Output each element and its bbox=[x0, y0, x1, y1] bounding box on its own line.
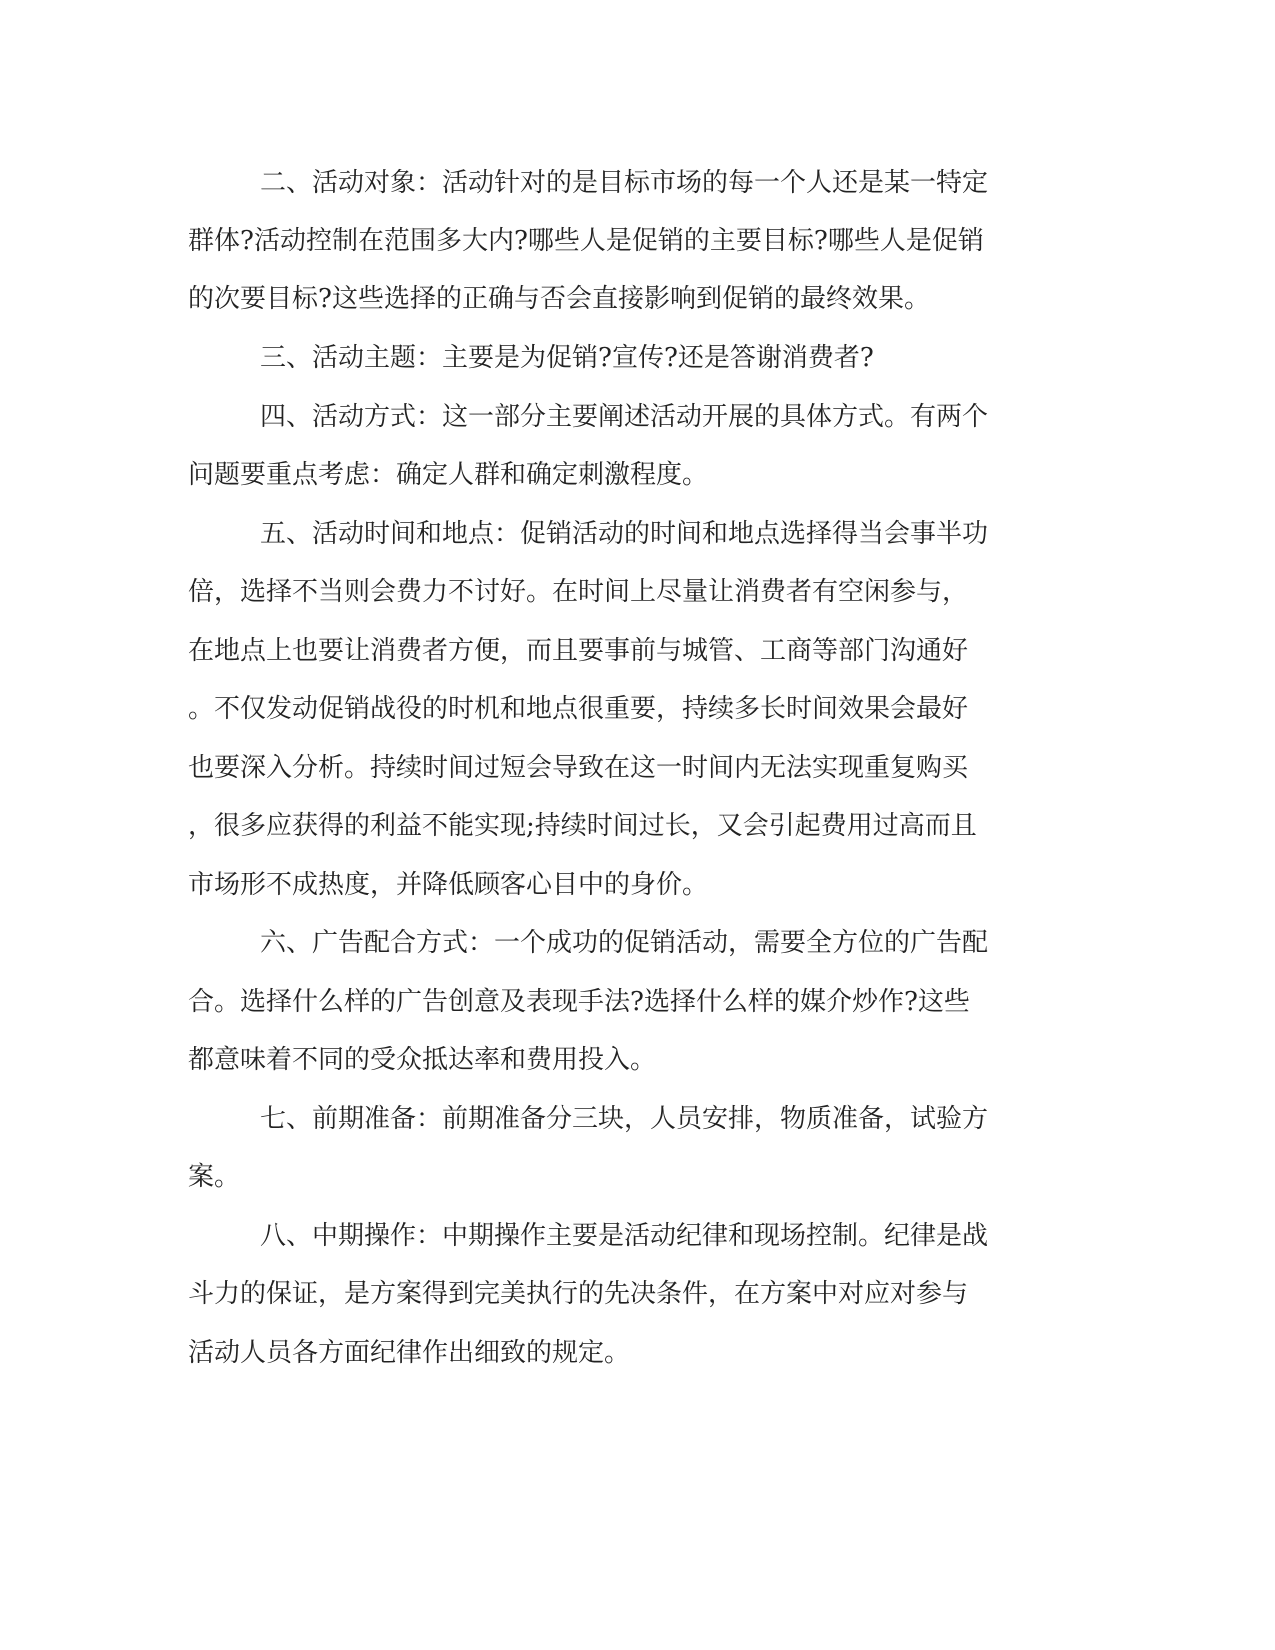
paragraph-5-line-4: 。不仅发动促销战役的时机和地点很重要，持续多长时间效果会最好 bbox=[188, 694, 969, 724]
paragraph-4-line-1: 四、活动方式：这一部分主要阐述活动开展的具体方式。有两个 bbox=[260, 402, 989, 432]
paragraph-5-line-6: ，很多应获得的利益不能实现;持续时间过长，又会引起费用过高而且 bbox=[188, 811, 977, 841]
paragraph-5-line-7: 市场形不成热度，并降低顾客心目中的身价。 bbox=[188, 870, 709, 900]
paragraph-2-line-1: 二、活动对象：活动针对的是目标市场的每一个人还是某一特定 bbox=[260, 168, 989, 198]
paragraph-6-line-3: 都意味着不同的受众抵达率和费用投入。 bbox=[188, 1045, 657, 1075]
paragraph-4-line-2: 问题要重点考虑：确定人群和确定刺激程度。 bbox=[188, 460, 709, 490]
paragraph-5-line-2: 倍，选择不当则会费力不讨好。在时间上尽量让消费者有空闲参与， bbox=[188, 577, 969, 607]
paragraph-7-line-1: 七、前期准备：前期准备分三块，人员安排，物质准备，试验方 bbox=[260, 1104, 989, 1134]
paragraph-2-line-3: 的次要目标?这些选择的正确与否会直接影响到促销的最终效果。 bbox=[188, 284, 930, 314]
paragraph-5-line-3: 在地点上也要让消费者方便，而且要事前与城管、工商等部门沟通好 bbox=[188, 636, 969, 666]
paragraph-8-line-2: 斗力的保证，是方案得到完美执行的先决条件，在方案中对应对参与 bbox=[188, 1279, 969, 1309]
paragraph-5-line-5: 也要深入分析。持续时间过短会导致在这一时间内无法实现重复购买 bbox=[188, 753, 969, 783]
paragraph-7-line-2: 案。 bbox=[188, 1162, 241, 1192]
paragraph-2-line-2: 群体?活动控制在范围多大内?哪些人是促销的主要目标?哪些人是促销 bbox=[188, 226, 984, 256]
paragraph-6-line-1: 六、广告配合方式：一个成功的促销活动，需要全方位的广告配 bbox=[260, 928, 989, 958]
paragraph-6-line-2: 合。选择什么样的广告创意及表现手法?选择什么样的媒介炒作?这些 bbox=[188, 987, 970, 1017]
paragraph-5-line-1: 五、活动时间和地点：促销活动的时间和地点选择得当会事半功 bbox=[260, 519, 989, 549]
paragraph-3-line-1: 三、活动主题：主要是为促销?宣传?还是答谢消费者? bbox=[260, 343, 874, 373]
paragraph-8-line-3: 活动人员各方面纪律作出细致的规定。 bbox=[188, 1338, 631, 1368]
paragraph-8-line-1: 八、中期操作：中期操作主要是活动纪律和现场控制。纪律是战 bbox=[260, 1221, 989, 1251]
